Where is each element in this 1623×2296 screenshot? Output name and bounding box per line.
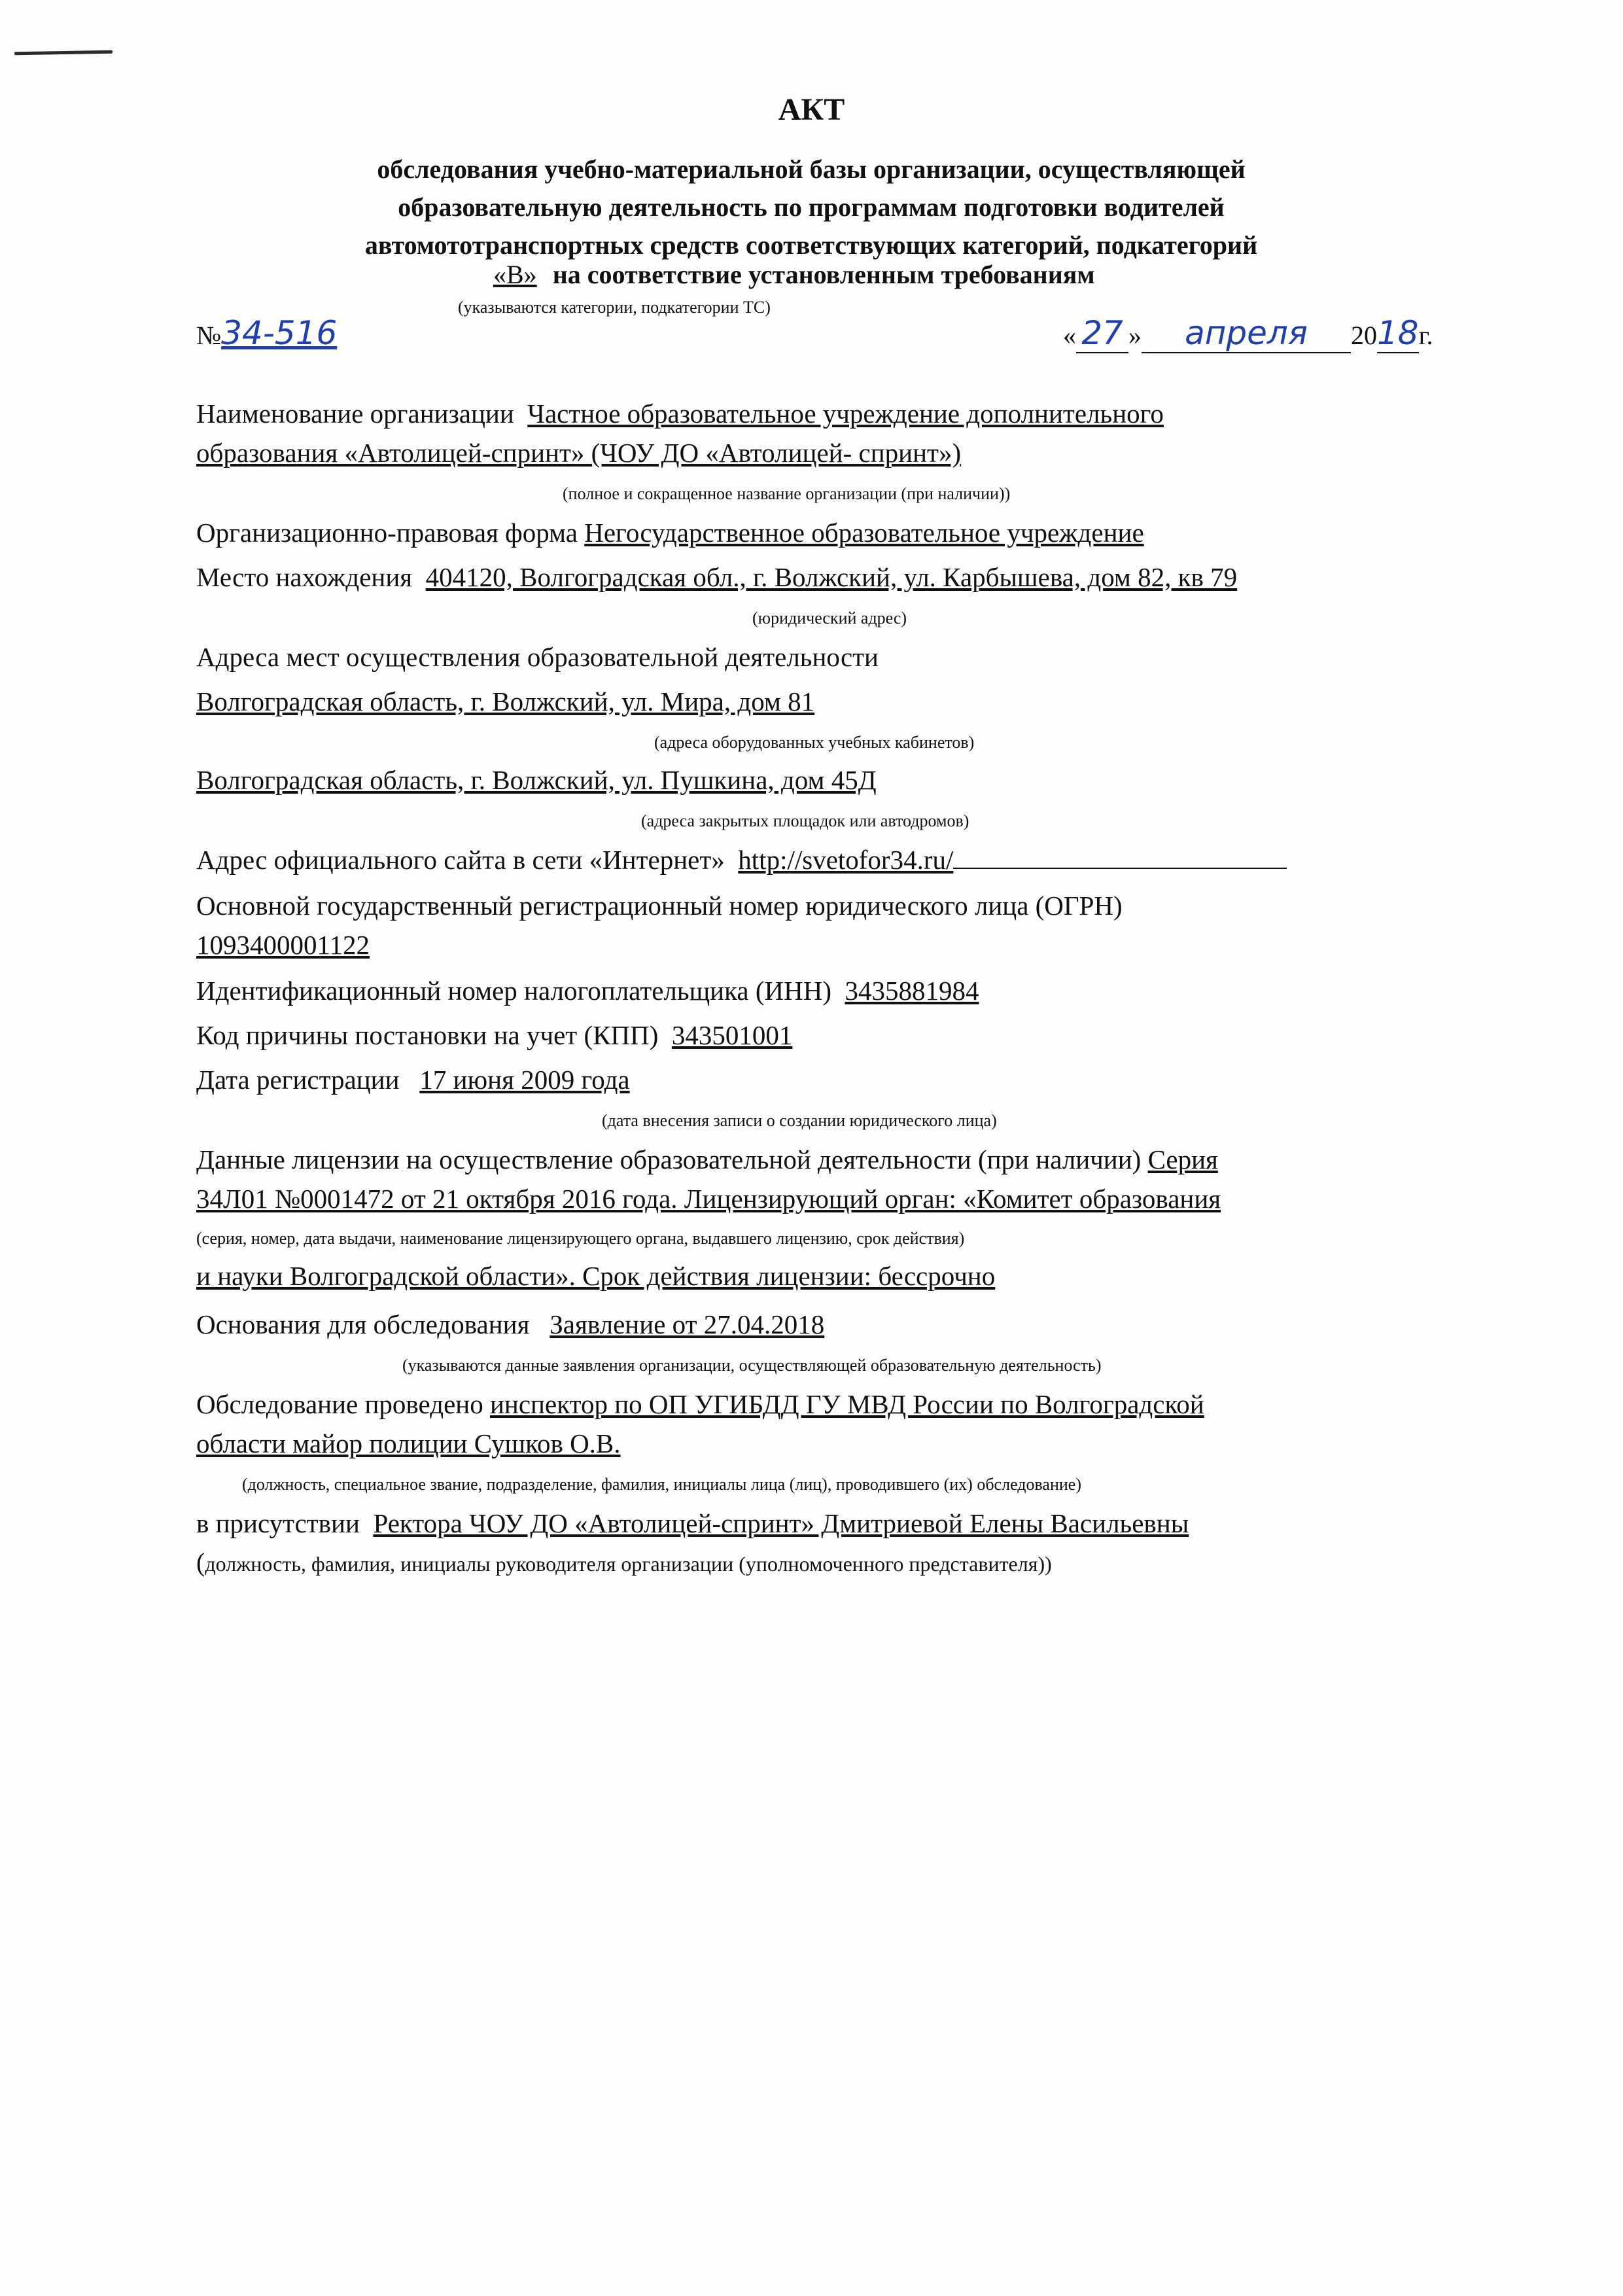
presence-label: в присутствии (196, 1508, 360, 1538)
inspector-hint: (должность, специальное звание, подразделение, фамилия, инициалы лица (лиц), проводившего (их) обследование) (242, 1475, 1082, 1494)
registration-row (196, 1061, 630, 1098)
classrooms-hint: (адреса оборудованных учебных кабинетов) (654, 733, 975, 752)
date-close-quote: » (1128, 321, 1142, 350)
classrooms-address: Волгоградская область, г. Волжский, ул. Мира, дом 81 (196, 686, 815, 716)
inspector-row-2 (196, 1425, 621, 1462)
inspector-row-1 (196, 1386, 1204, 1422)
license-label: Данные лицензии на осуществление образовательной деятельности (при наличии) (196, 1144, 1142, 1174)
date-open-quote: « (1063, 321, 1076, 350)
basis-value: Заявление от 27.04.2018 (550, 1309, 825, 1339)
org-name-row-1 (196, 395, 1164, 432)
subtitle-line-3: автомототранспортных средств соответствующих категорий, подкатегорий (364, 230, 1258, 260)
number-prefix: № (196, 321, 222, 350)
location-value: 404120, Волгоградская обл., г. Волжский, ул. Карбышева, дом 82, кв 79 (425, 562, 1238, 592)
website-label: Адрес официального сайта в сети «Интернет» (196, 845, 725, 875)
presence-hint-row (196, 1544, 1052, 1582)
org-name-label: Наименование организации (196, 398, 514, 429)
activity-addresses-label: Адреса мест осуществления образовательной деятельности (196, 642, 879, 672)
license-line-2: 34Л01 №0001472 от 21 октября 2016 года. Лицензирующий орган: «Комитет образования (196, 1184, 1221, 1214)
category-line (484, 259, 1095, 290)
inn-row (196, 972, 979, 1009)
grounds-hint: (адреса закрытых площадок или автодромов) (641, 811, 969, 830)
act-number (196, 314, 337, 352)
license-value-start: Серия (1147, 1144, 1218, 1174)
inn-label: Идентификационный номер налогоплательщика (ИНН) (196, 976, 831, 1006)
basis-label: Основания для обследования (196, 1309, 530, 1339)
org-name-line-1: Частное образовательное учреждение дополнительного (527, 398, 1164, 429)
org-name-line-2: образования «Автолицей-спринт» (ЧОУ ДО «Автолицей- спринт») (196, 438, 962, 468)
category-text: на соответствие установленным требованиям (552, 260, 1095, 289)
kpp-row (196, 1017, 792, 1053)
act-date (1063, 314, 1433, 353)
org-name-row-2 (196, 434, 961, 471)
date-day: 27 (1076, 314, 1128, 353)
inspector-line-1: инспектор по ОП УГИБДД ГУ МВД России по Волгоградской (489, 1389, 1204, 1419)
presence-value: Ректора ЧОУ ДО «Автолицей-спринт» Дмитриевой Елены Васильевны (373, 1508, 1189, 1538)
license-line-3: и науки Волгоградской области». Срок действия лицензии: бессрочно (196, 1261, 996, 1291)
website-row (196, 841, 1287, 878)
number-value: 34-516 (221, 314, 338, 352)
date-month: апреля (1142, 314, 1351, 353)
website-link[interactable]: http://svetofor34.ru/ (738, 845, 954, 875)
classrooms-address-row (196, 683, 814, 720)
date-year-label: г. (1418, 321, 1433, 350)
document-title: АКТ (778, 92, 845, 127)
website-blank-line (953, 868, 1287, 869)
category-hint: (указываются категории, подкатегории ТС) (458, 298, 771, 317)
legal-form-label: Организационно-правовая форма (196, 518, 578, 548)
legal-form-value: Негосударственное образовательное учреждение (584, 518, 1144, 548)
inn-value: 3435881984 (845, 976, 979, 1006)
grounds-address-row (196, 762, 877, 798)
date-year-prefix: 20 (1351, 321, 1377, 350)
ogrn-label: Основной государственный регистрационный номер юридического лица (ОГРН) (196, 891, 1123, 921)
registration-value: 17 июня 2009 года (419, 1065, 630, 1095)
ogrn-value-row (196, 927, 370, 963)
legal-form-row (196, 514, 1144, 551)
kpp-label: Код причины постановки на учет (КПП) (196, 1020, 659, 1050)
category-value: «B» (493, 260, 537, 289)
org-name-hint: (полное и сокращенное название организации (при наличии)) (563, 484, 1011, 503)
subtitle-line-2: образовательную деятельность по программам подготовки водителей (398, 192, 1225, 222)
kpp-value: 343501001 (671, 1020, 793, 1050)
date-year-suffix: 18 (1377, 314, 1419, 352)
license-row-3 (196, 1258, 995, 1294)
location-hint: (юридический адрес) (752, 609, 907, 627)
location-row (196, 559, 1237, 595)
grounds-address: Волгоградская область, г. Волжский, ул. Пушкина, дом 45Д (196, 765, 877, 795)
presence-row (196, 1505, 1189, 1542)
pen-mark (14, 50, 113, 56)
license-hint: (серия, номер, дата выдачи, наименование лицензирующего органа, выдавшего лицензию, срок действия) (196, 1229, 965, 1248)
basis-row (196, 1306, 824, 1343)
registration-hint: (дата внесения записи о создании юридического лица) (602, 1111, 997, 1130)
presence-hint-paren: ( (196, 1547, 205, 1577)
license-row-2 (196, 1180, 1221, 1217)
inspector-label: Обследование проведено (196, 1389, 483, 1419)
location-label: Место нахождения (196, 562, 413, 592)
ogrn-value: 1093400001122 (196, 930, 370, 960)
presence-hint: должность, фамилия, инициалы руководителя организации (уполномоченного представителя)) (205, 1552, 1052, 1576)
basis-hint: (указываются данные заявления организации, осуществляющей образовательную деятельность) (402, 1356, 1102, 1375)
inspector-line-2: области майор полиции Сушков О.В. (196, 1428, 621, 1458)
license-row-1 (196, 1141, 1218, 1178)
subtitle-line-1: обследования учебно-материальной базы организации, осуществляющей (377, 154, 1246, 184)
registration-label: Дата регистрации (196, 1065, 400, 1095)
